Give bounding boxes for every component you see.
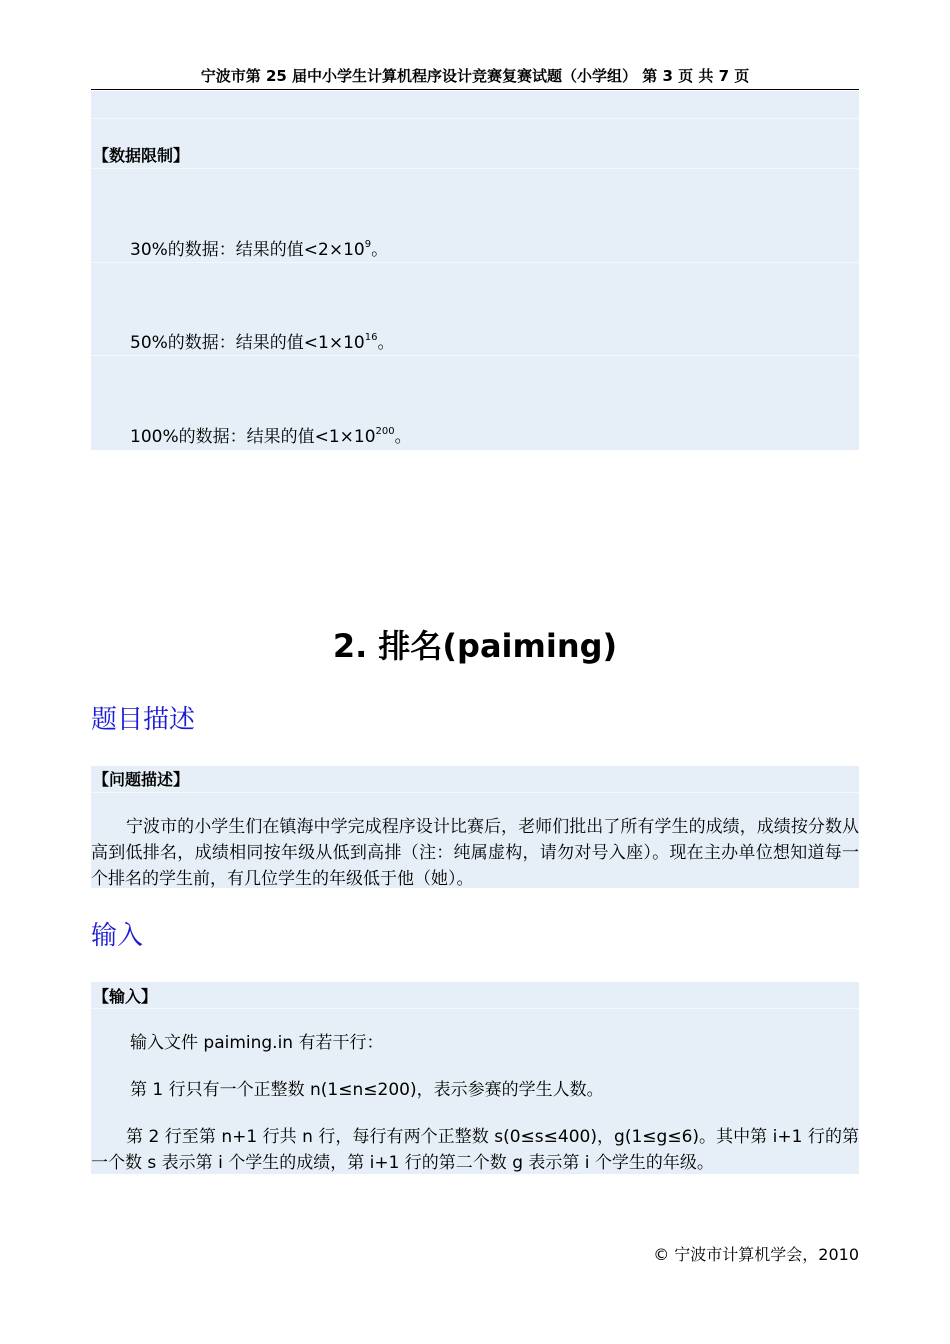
shade-divider <box>91 1008 859 1009</box>
problem-title: 2. 排名(paiming) <box>332 627 618 665</box>
data-limit-item: 100%的数据：结果的值$<1\times 10^{200}$。 <box>130 426 412 447</box>
shade-divider <box>91 262 859 263</box>
shade-divider <box>91 355 859 356</box>
data-limit-item: 30%的数据：结果的值$<2\times 10^9$。 <box>130 239 389 260</box>
input-line: 输入文件 paiming.in 有若干行： <box>130 1033 384 1053</box>
description-label: 【问题描述】 <box>93 770 190 789</box>
data-limit-item: 50%的数据：结果的值$<1\times 10^{16}$。 <box>130 332 395 353</box>
description-text: 宁波市的小学生们在镇海中学完成程序设计比赛后，老师们批出了所有学生的成绩，成绩按分数从高到低排名，成绩相同按年级从低到高排（注：纯属虚构，请勿对号入座）。现在主办单位想知道每一个排名的学生前，有几位学生的年级低于他（她）。 <box>91 817 859 889</box>
shade-divider <box>91 792 859 793</box>
shade-divider <box>91 168 859 169</box>
input-line: 第 2 行至第 n+1 行共 n 行，每行有两个正整数 s(0≤s≤400)，g(1≤g≤6)。其中第 i+1 行的第一个数 s 表示第 i 个学生的成绩，第 i+1 行的第二个数 g 表示第 i 个学生的年级。 <box>91 1127 859 1173</box>
data-limits-label: 【数据限制】 <box>93 146 190 165</box>
input-heading: 输入 <box>91 921 144 951</box>
input-line: 第 1 行只有一个正整数 n(1≤n≤200)，表示参赛的学生人数。 <box>130 1080 604 1100</box>
page-footer: © 宁波市计算机学会，2010 <box>653 1245 859 1264</box>
description-heading: 题目描述 <box>91 705 196 735</box>
data-limits-block <box>91 91 859 450</box>
page-header: 宁波市第 25 届中小学生计算机程序设计竞赛复赛试题（小学组） 第 3 页 共 7 页 <box>200 67 750 85</box>
input-label: 【输入】 <box>93 987 158 1006</box>
shade-divider <box>91 118 859 119</box>
header-rule <box>91 89 859 90</box>
